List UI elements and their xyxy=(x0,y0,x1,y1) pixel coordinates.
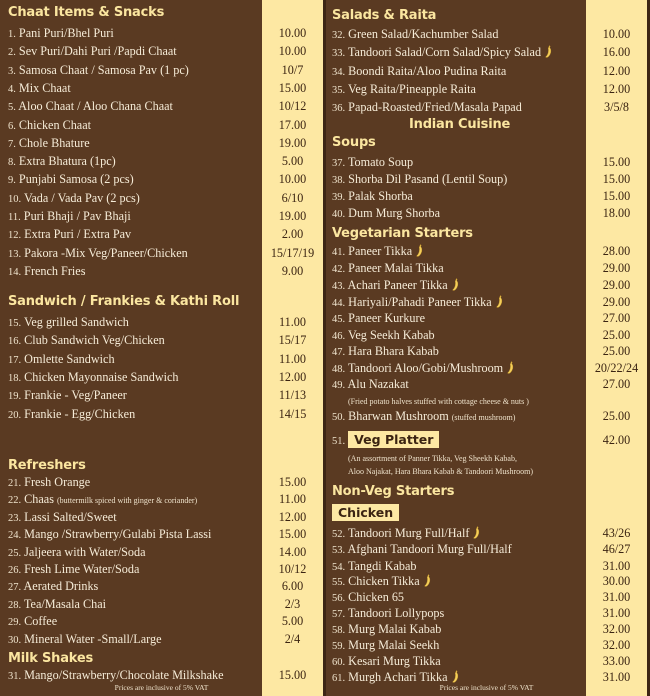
item-number: 33. xyxy=(332,48,346,59)
item-name: Mango/Strawberry/Chocolate Milkshake xyxy=(24,668,224,682)
item-price: 46/27 xyxy=(602,542,631,556)
item-name: Punjabi Samosa (2 pcs) xyxy=(18,172,134,186)
section-heading-sandwich: Sandwich / Frankies & Kathi Roll xyxy=(8,294,240,309)
item-name: Shorba Dil Pasand (Lentil Soup) xyxy=(348,172,508,186)
menu-item xyxy=(332,43,552,61)
item-number: 53. xyxy=(332,545,346,556)
chili-pepper-icon xyxy=(452,278,459,291)
item-name: Vada / Vada Pav (2 pcs) xyxy=(23,191,140,205)
menu-item xyxy=(8,612,57,630)
item-number: 49. xyxy=(332,380,346,391)
item-number: 19. xyxy=(8,391,22,402)
vat-note-left: Prices are inclusive of 5% VAT xyxy=(114,683,209,692)
menu-item xyxy=(332,407,515,425)
item-number: 11. xyxy=(8,212,21,223)
menu-item xyxy=(8,24,114,42)
item-name: Tea/Masala Chai xyxy=(23,597,107,611)
menu-item xyxy=(8,350,115,368)
menu-item xyxy=(8,313,129,331)
item-number: 58. xyxy=(332,625,346,636)
item-name: Veg Seekh Kabab xyxy=(347,328,435,342)
item-price: 12.00 xyxy=(602,64,631,78)
item-name: Paneer Malai Tikka xyxy=(348,261,444,275)
item-number: 57. xyxy=(332,609,346,620)
item-number: 24. xyxy=(8,530,22,541)
item-price: 15.00 xyxy=(278,81,307,95)
menu-item xyxy=(8,152,116,170)
item-name: Extra Bhatura (1pc) xyxy=(18,154,116,168)
item-name: Paneer Kurkure xyxy=(348,311,425,325)
item-price: 10/12 xyxy=(278,562,307,576)
item-description-veg-platter-line2: Aloo Najakat, Hara Bhara Kabab & Tandoori Mushroom) xyxy=(348,467,534,476)
item-number: 20. xyxy=(8,410,22,421)
item-name-badge: Veg Platter xyxy=(348,431,439,448)
item-number: 44. xyxy=(332,298,346,309)
item-name: Mango /Strawberry/Gulabi Pista Lassi xyxy=(24,527,212,541)
item-price: 42.00 xyxy=(602,433,631,447)
menu-item xyxy=(8,473,90,491)
item-name: Pani Puri/Bhel Puri xyxy=(18,26,114,40)
item-price: 14.00 xyxy=(278,545,307,559)
item-name: Green Salad/Kachumber Salad xyxy=(348,27,499,41)
item-note: (stuffed mushroom) xyxy=(451,413,516,422)
item-price: 5.00 xyxy=(281,154,304,168)
menu-item xyxy=(8,262,85,280)
menu-item xyxy=(332,170,507,188)
item-name: Lassi Salted/Sweet xyxy=(24,510,117,524)
item-name: Tandoori Aloo/Gobi/Mushroom xyxy=(347,361,504,375)
section-heading-salads: Salads & Raita xyxy=(332,8,437,23)
item-name: French Fries xyxy=(24,264,86,278)
menu-item xyxy=(8,61,189,79)
item-name: Jaljeera with Water/Soda xyxy=(24,545,146,559)
item-number: 59. xyxy=(332,641,346,652)
item-price: 29.00 xyxy=(602,278,631,292)
section-heading-soups: Soups xyxy=(332,135,376,150)
item-price: 18.00 xyxy=(602,206,631,220)
item-number: 17. xyxy=(8,355,22,366)
item-name: Frankie - Egg/Chicken xyxy=(24,407,136,421)
item-name: Chole Bhature xyxy=(18,136,90,150)
menu-item xyxy=(8,79,71,97)
item-name: Tangdi Kabab xyxy=(347,559,417,573)
item-number: 9. xyxy=(8,175,16,186)
section-heading-refreshers: Refreshers xyxy=(8,458,86,473)
item-price: 12.00 xyxy=(278,370,307,384)
item-name: Sev Puri/Dahi Puri /Papdi Chaat xyxy=(18,44,177,58)
menu-item xyxy=(8,525,211,543)
menu-item xyxy=(8,386,127,404)
menu-item xyxy=(332,62,506,80)
item-number: 10. xyxy=(8,194,22,205)
subsection-chicken xyxy=(332,504,399,522)
item-price: 32.00 xyxy=(602,638,631,652)
item-number: 52. xyxy=(332,529,346,540)
chili-pepper-icon xyxy=(424,574,431,587)
item-price: 15.00 xyxy=(278,668,307,682)
item-number: 6. xyxy=(8,121,16,132)
item-price: 10/7 xyxy=(281,63,304,77)
item-name: Palak Shorba xyxy=(348,189,413,203)
item-name: Samosa Chaat / Samosa Pav (1 pc) xyxy=(18,63,189,77)
item-name: Tandoori Salad/Corn Salad/Spicy Salad xyxy=(347,45,542,59)
item-price: 11.00 xyxy=(279,492,306,506)
menu-item xyxy=(332,276,459,294)
menu-item xyxy=(8,630,162,648)
item-name: Chicken Mayonnaise Sandwich xyxy=(24,370,179,384)
item-number: 8. xyxy=(8,157,16,168)
item-price: 15.00 xyxy=(602,189,631,203)
item-number: 7. xyxy=(8,139,16,150)
item-price: 15.00 xyxy=(602,172,631,186)
item-name: Aerated Drinks xyxy=(23,579,99,593)
item-price: 17.00 xyxy=(278,118,307,132)
item-number: 35. xyxy=(332,85,346,96)
item-name: Puri Bhaji / Pav Bhaji xyxy=(23,209,131,223)
menu-item xyxy=(8,577,98,595)
item-number: 2. xyxy=(8,47,16,58)
menu-item xyxy=(8,97,173,115)
item-price: 11/13 xyxy=(278,388,307,402)
item-price: 10.00 xyxy=(278,26,307,40)
item-price: 15/17/19 xyxy=(270,246,315,260)
section-heading-milk-shakes: Milk Shakes xyxy=(8,651,94,666)
menu-item xyxy=(8,134,90,152)
item-price: 12.00 xyxy=(278,510,307,524)
item-number: 31. xyxy=(8,671,22,682)
item-name: Murgh Achari Tikka xyxy=(348,670,448,684)
menu-item xyxy=(8,225,131,243)
item-number: 28. xyxy=(8,600,22,611)
menu-item xyxy=(8,207,131,225)
item-name: Omlette Sandwich xyxy=(24,352,115,366)
menu-item xyxy=(8,189,140,207)
item-price: 2/3 xyxy=(284,597,301,611)
item-number: 21. xyxy=(8,478,22,489)
item-price: 15.00 xyxy=(278,527,307,541)
menu-item xyxy=(332,242,423,260)
menu-item xyxy=(8,42,177,60)
item-price: 14/15 xyxy=(278,407,307,421)
item-name: Achari Paneer Tikka xyxy=(347,278,448,292)
item-number: 15. xyxy=(8,318,22,329)
subsection-badge-chicken: Chicken xyxy=(332,504,399,521)
item-number: 46. xyxy=(332,331,346,342)
item-number: 22. xyxy=(8,495,22,506)
item-number: 45. xyxy=(332,314,346,325)
item-name: Hara Bhara Kabab xyxy=(348,344,439,358)
menu-item xyxy=(332,153,413,171)
menu-item xyxy=(332,204,440,222)
item-number: 4. xyxy=(8,84,16,95)
item-name: Boondi Raita/Aloo Pudina Raita xyxy=(348,64,507,78)
item-name: Tomato Soup xyxy=(347,155,414,169)
menu-item xyxy=(8,490,197,508)
item-number: 27. xyxy=(8,582,22,593)
item-name: Chaas xyxy=(24,492,54,506)
menu-item xyxy=(332,80,476,98)
item-name: Veg Raita/Pineapple Raita xyxy=(347,82,476,96)
item-number: 29. xyxy=(8,617,22,628)
chili-pepper-icon xyxy=(507,361,514,374)
section-heading-veg-starters: Vegetarian Starters xyxy=(332,226,473,241)
menu-item xyxy=(8,170,134,188)
item-number: 26. xyxy=(8,565,22,576)
menu-item xyxy=(8,405,135,423)
item-number: 16. xyxy=(8,336,22,347)
item-price: 10.00 xyxy=(278,44,307,58)
item-price: 19.00 xyxy=(278,136,307,150)
item-number: 32. xyxy=(332,30,346,41)
item-price: 32.00 xyxy=(602,622,631,636)
item-name: Murg Malai Seekh xyxy=(348,638,440,652)
item-price: 31.00 xyxy=(602,559,631,573)
section-heading-indian-cuisine: Indian Cuisine xyxy=(409,117,511,132)
item-price: 11.00 xyxy=(279,352,306,366)
item-name: Kesari Murg Tikka xyxy=(348,654,441,668)
menu-item xyxy=(8,666,224,684)
item-number: 1. xyxy=(8,29,16,40)
item-price: 25.00 xyxy=(602,328,631,342)
item-price: 15.00 xyxy=(602,155,631,169)
item-name: Club Sandwich Veg/Chicken xyxy=(24,333,165,347)
menu-item xyxy=(332,309,425,327)
item-name: Alu Nazakat xyxy=(347,377,409,391)
item-price: 10.00 xyxy=(278,172,307,186)
item-price: 25.00 xyxy=(602,344,631,358)
item-price: 30.00 xyxy=(602,574,631,588)
menu-item xyxy=(8,508,117,526)
item-price: 10/12 xyxy=(278,99,307,113)
item-number: 5. xyxy=(8,102,16,113)
item-price: 20/22/24 xyxy=(594,361,639,375)
item-price: 2/4 xyxy=(284,632,301,646)
item-price: 2.00 xyxy=(281,227,304,241)
item-name: Fresh Orange xyxy=(24,475,91,489)
menu-item xyxy=(8,244,188,262)
menu-item xyxy=(332,540,512,558)
item-price: 28.00 xyxy=(602,244,631,258)
item-name: Tandoori Lollypops xyxy=(347,606,445,620)
item-name: Chicken Chaat xyxy=(18,118,92,132)
item-description-veg-platter-line1: (An assortment of Panner Tikka, Veg Sheekh Kabab, xyxy=(348,454,517,463)
item-price: 31.00 xyxy=(602,606,631,620)
item-number: 39. xyxy=(332,192,346,203)
item-number: 47. xyxy=(332,347,346,358)
item-name: Pakora -Mix Veg/Paneer/Chicken xyxy=(24,246,188,260)
item-price: 33.00 xyxy=(602,654,631,668)
item-name: Tandoori Murg Full/Half xyxy=(347,526,470,540)
item-name: Chicken Tikka xyxy=(348,574,420,588)
item-number: 18. xyxy=(8,373,22,384)
item-name: Veg grilled Sandwich xyxy=(23,315,129,329)
item-name: Dum Murg Shorba xyxy=(348,206,441,220)
chili-pepper-icon xyxy=(496,295,503,308)
item-number: 43. xyxy=(332,281,346,292)
item-number: 37. xyxy=(332,158,346,169)
item-number: 41. xyxy=(332,247,346,258)
menu-item xyxy=(332,375,409,393)
item-number: 50. xyxy=(332,412,346,423)
item-price: 6.00 xyxy=(281,579,304,593)
item-number: 12. xyxy=(8,230,22,241)
item-price: 11.00 xyxy=(279,315,306,329)
chili-pepper-icon xyxy=(452,670,459,683)
item-note: (buttermilk spiced with ginger & coriander) xyxy=(57,496,198,505)
item-name: Bharwan Mushroom xyxy=(348,409,449,423)
menu-item xyxy=(332,98,522,116)
item-name: Murg Malai Kabab xyxy=(348,622,442,636)
item-number: 48. xyxy=(332,364,346,375)
item-name: Frankie - Veg/Paneer xyxy=(24,388,127,402)
item-number: 3. xyxy=(8,66,16,77)
item-price: 6/10 xyxy=(281,191,304,205)
item-price: 3/5/8 xyxy=(603,100,630,114)
item-number: 38. xyxy=(332,175,346,186)
item-number: 60. xyxy=(332,657,346,668)
menu-item xyxy=(8,368,179,386)
menu-item xyxy=(8,543,145,561)
menu-item xyxy=(332,431,439,449)
item-price: 10.00 xyxy=(602,27,631,41)
item-price: 43/26 xyxy=(602,526,631,540)
item-name: Afghani Tandoori Murg Full/Half xyxy=(347,542,512,556)
vat-note-right: Prices are inclusive of 5% VAT xyxy=(439,683,534,692)
item-price: 12.00 xyxy=(602,82,631,96)
item-number: 36. xyxy=(332,103,346,114)
item-price: 27.00 xyxy=(602,311,631,325)
item-number: 51. xyxy=(332,436,346,447)
chili-pepper-icon xyxy=(473,526,480,539)
item-name: Mineral Water -Small/Large xyxy=(24,632,162,646)
item-price: 25.00 xyxy=(602,409,631,423)
item-number: 55. xyxy=(332,577,346,588)
item-name: Papad-Roasted/Fried/Masala Papad xyxy=(348,100,522,114)
item-number: 14. xyxy=(8,267,22,278)
item-price: 16.00 xyxy=(602,45,631,59)
menu-column-right xyxy=(325,0,650,696)
item-name: Extra Puri / Extra Pav xyxy=(24,227,132,241)
item-number: 42. xyxy=(332,264,346,275)
item-price: 29.00 xyxy=(602,261,631,275)
item-price: 15/17 xyxy=(278,333,307,347)
section-heading-non-veg-starters: Non-Veg Starters xyxy=(332,484,455,499)
item-price: 29.00 xyxy=(602,295,631,309)
item-price: 19.00 xyxy=(278,209,307,223)
item-price: 9.00 xyxy=(281,264,304,278)
item-name: Mix Chaat xyxy=(18,81,71,95)
menu-item xyxy=(332,25,498,43)
item-name: Aloo Chaat / Aloo Chana Chaat xyxy=(18,99,173,113)
item-price: 15.00 xyxy=(278,475,307,489)
item-name: Paneer Tikka xyxy=(348,244,413,258)
item-number: 13. xyxy=(8,249,22,260)
menu-item xyxy=(332,187,413,205)
menu-item xyxy=(332,259,444,277)
item-number: 23. xyxy=(8,513,22,524)
item-name: Fresh Lime Water/Soda xyxy=(24,562,140,576)
section-heading-chaat: Chaat Items & Snacks xyxy=(8,5,165,20)
item-price: 31.00 xyxy=(602,670,631,684)
item-number: 56. xyxy=(332,593,346,604)
menu-item xyxy=(332,342,439,360)
item-price: 27.00 xyxy=(602,377,631,391)
item-number: 25. xyxy=(8,548,22,559)
menu-item xyxy=(8,560,139,578)
item-number: 34. xyxy=(332,67,346,78)
chili-pepper-icon xyxy=(545,45,552,58)
item-number: 61. xyxy=(332,673,346,684)
item-name: Hariyali/Pahadi Paneer Tikka xyxy=(348,295,492,309)
item-number: 54. xyxy=(332,562,346,573)
menu-item xyxy=(8,116,91,134)
chili-pepper-icon xyxy=(416,244,423,257)
item-price: 31.00 xyxy=(602,590,631,604)
item-name: Coffee xyxy=(24,614,58,628)
item-number: 40. xyxy=(332,209,346,220)
item-description-alu-nazakat: (Fried potato halves stuffed with cottage cheese & nuts ) xyxy=(348,397,529,406)
menu-item xyxy=(8,331,165,349)
item-name: Chicken 65 xyxy=(348,590,405,604)
item-number: 30. xyxy=(8,635,22,646)
menu-item xyxy=(8,595,106,613)
item-price: 5.00 xyxy=(281,614,304,628)
